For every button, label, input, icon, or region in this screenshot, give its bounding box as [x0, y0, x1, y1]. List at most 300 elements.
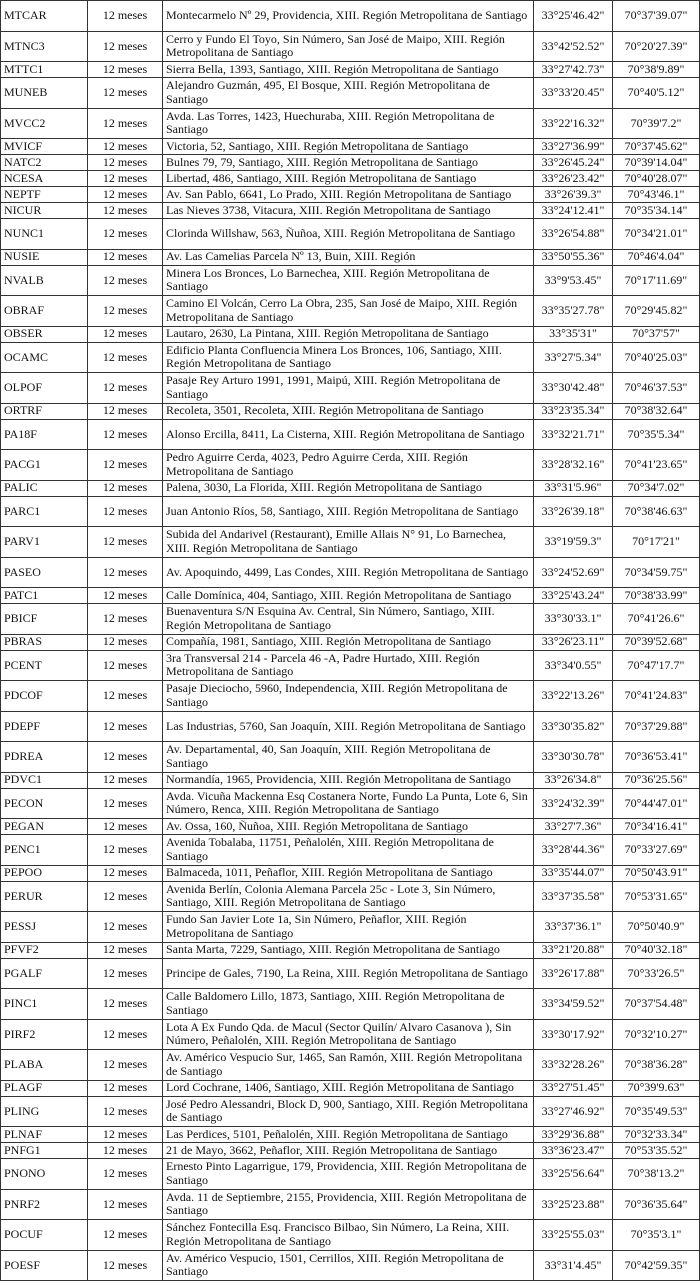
- address-cell: Subida del Andarivel (Restaurant), Emille Allais N° 91, Lo Barnechea, XIII. Región Metropolitana de Santiago: [163, 527, 534, 558]
- latitude-cell: 33°26'39.18": [534, 496, 613, 527]
- latitude-cell: 33°26'54.88": [534, 219, 613, 250]
- station-code-cell: PENC1: [1, 835, 88, 866]
- table-row: [1, 1250, 700, 1281]
- table-row: [1, 450, 700, 481]
- station-code-cell: PLNAF: [1, 1127, 88, 1143]
- period-cell: 12 meses: [88, 1189, 163, 1220]
- latitude-cell: 33°23'35.34": [534, 403, 613, 419]
- table-row: [1, 1019, 700, 1050]
- longitude-cell: 70°33'27.69": [613, 835, 700, 866]
- address-cell: Bulnes 79, 79, Santiago, XIII. Región Metropolitana de Santiago: [163, 155, 534, 171]
- table-row: [1, 373, 700, 404]
- address-cell: Las Industrias, 5760, San Joaquín, XIII. Región Metropolitana de Santiago: [163, 711, 534, 742]
- longitude-cell: 70°37'39.07": [613, 1, 700, 32]
- station-code-cell: PBICF: [1, 604, 88, 635]
- station-code-cell: PESSJ: [1, 912, 88, 943]
- address-cell: Av. Américo Vespucio, 1501, Cerrillos, XIII. Región Metropolitana de Santiago: [163, 1250, 534, 1281]
- latitude-cell: 33°26'17.88": [534, 958, 613, 989]
- longitude-cell: 70°41'23.65": [613, 450, 700, 481]
- address-cell: Alejandro Guzmán, 495, El Bosque, XIII. Región Metropolitana de Santiago: [163, 78, 534, 109]
- period-cell: 12 meses: [88, 78, 163, 109]
- table-row: [1, 187, 700, 203]
- table-row: [1, 139, 700, 155]
- latitude-cell: 33°35'44.07": [534, 865, 613, 881]
- period-cell: 12 meses: [88, 1250, 163, 1281]
- address-cell: Avda. 11 de Septiembre, 2155, Providencia, XIII. Región Metropolitana de Santiago: [163, 1189, 534, 1220]
- station-code-cell: MVCC2: [1, 108, 88, 139]
- table-row: [1, 419, 700, 450]
- period-cell: 12 meses: [88, 1220, 163, 1251]
- address-cell: Buenaventura S/N Esquina Av. Central, Sin Número, Santiago, XIII. Región Metropolitana de Santiago: [163, 604, 534, 635]
- period-cell: 12 meses: [88, 1080, 163, 1096]
- period-cell: 12 meses: [88, 958, 163, 989]
- longitude-cell: 70°39'52.68": [613, 634, 700, 650]
- latitude-cell: 33°19'59.3": [534, 527, 613, 558]
- period-cell: 12 meses: [88, 650, 163, 681]
- address-cell: Avenida Tobalaba, 11751, Peñalolén, XIII. Región Metropolitana de Santiago: [163, 835, 534, 866]
- period-cell: 12 meses: [88, 480, 163, 496]
- table-row: [1, 881, 700, 912]
- latitude-cell: 33°25'55.03": [534, 1220, 613, 1251]
- longitude-cell: 70°36'25.56": [613, 772, 700, 788]
- longitude-cell: 70°41'26.6": [613, 604, 700, 635]
- period-cell: 12 meses: [88, 989, 163, 1020]
- address-cell: Pasaje Rey Arturo 1991, 1991, Maipú, XIII. Región Metropolitana de Santiago: [163, 373, 534, 404]
- station-code-cell: PGALF: [1, 958, 88, 989]
- latitude-cell: 33°26'23.42": [534, 171, 613, 187]
- period-cell: 12 meses: [88, 1127, 163, 1143]
- latitude-cell: 33°24'52.69": [534, 557, 613, 588]
- table-row: [1, 742, 700, 773]
- longitude-cell: 70°40'5.12": [613, 78, 700, 109]
- period-cell: 12 meses: [88, 1050, 163, 1081]
- period-cell: 12 meses: [88, 108, 163, 139]
- address-cell: Camino El Volcán, Cerro La Obra, 235, San José de Maipo, XIII. Región Metropolitana de Santiago: [163, 296, 534, 327]
- address-cell: Juan Antonio Ríos, 58, Santiago, XIII. Región Metropolitana de Santiago: [163, 496, 534, 527]
- address-cell: Santa Marta, 7229, Santiago, XIII. Región Metropolitana de Santiago: [163, 942, 534, 958]
- longitude-cell: 70°40'25.03": [613, 342, 700, 373]
- table-row: [1, 1050, 700, 1081]
- station-code-cell: MTNC3: [1, 31, 88, 62]
- longitude-cell: 70°41'24.83": [613, 681, 700, 712]
- period-cell: 12 meses: [88, 403, 163, 419]
- table-row: [1, 249, 700, 265]
- period-cell: 12 meses: [88, 342, 163, 373]
- period-cell: 12 meses: [88, 203, 163, 219]
- table-row: [1, 650, 700, 681]
- station-code-cell: PEGAN: [1, 819, 88, 835]
- longitude-cell: 70°34'16.41": [613, 819, 700, 835]
- longitude-cell: 70°43'46.1": [613, 187, 700, 203]
- station-code-cell: PA18F: [1, 419, 88, 450]
- longitude-cell: 70°38'36.28": [613, 1050, 700, 1081]
- address-cell: Ernesto Pinto Lagarrigue, 179, Providencia, XIII. Región Metropolitana de Santiago: [163, 1159, 534, 1190]
- station-code-cell: PFVF2: [1, 942, 88, 958]
- address-cell: Fundo San Javier Lote 1a, Sin Número, Peñaflor, XIII. Región Metropolitana de Santiago: [163, 912, 534, 943]
- table-row: [1, 1, 700, 32]
- latitude-cell: 33°30'30.78": [534, 742, 613, 773]
- station-code-cell: PNRF2: [1, 1189, 88, 1220]
- table-row: [1, 1127, 700, 1143]
- table-row: [1, 1080, 700, 1096]
- table-row: [1, 1220, 700, 1251]
- longitude-cell: 70°50'40.9": [613, 912, 700, 943]
- station-code-cell: NCESA: [1, 171, 88, 187]
- longitude-cell: 70°37'57": [613, 326, 700, 342]
- address-cell: Palena, 3030, La Florida, XIII. Región Metropolitana de Santiago: [163, 480, 534, 496]
- station-code-cell: PIRF2: [1, 1019, 88, 1050]
- address-cell: 3ra Transversal 214 - Parcela 46 -A, Padre Hurtado, XIII. Región Metropolitana de Santiago: [163, 650, 534, 681]
- longitude-cell: 70°29'45.82": [613, 296, 700, 327]
- longitude-cell: 70°35'34.14": [613, 203, 700, 219]
- table-row: [1, 403, 700, 419]
- station-code-cell: MVICF: [1, 139, 88, 155]
- table-row: [1, 155, 700, 171]
- latitude-cell: 33°22'13.26": [534, 681, 613, 712]
- table-row: [1, 1189, 700, 1220]
- longitude-cell: 70°34'7.02": [613, 480, 700, 496]
- table-row: [1, 1096, 700, 1127]
- period-cell: 12 meses: [88, 865, 163, 881]
- period-cell: 12 meses: [88, 527, 163, 558]
- longitude-cell: 70°36'35.64": [613, 1189, 700, 1220]
- period-cell: 12 meses: [88, 496, 163, 527]
- address-cell: Libertad, 486, Santiago, XIII. Región Metropolitana de Santiago: [163, 171, 534, 187]
- table-row: [1, 527, 700, 558]
- latitude-cell: 33°30'42.48": [534, 373, 613, 404]
- table-row: [1, 634, 700, 650]
- latitude-cell: 33°25'43.24": [534, 588, 613, 604]
- period-cell: 12 meses: [88, 881, 163, 912]
- station-code-cell: PARV1: [1, 527, 88, 558]
- period-cell: 12 meses: [88, 634, 163, 650]
- station-code-cell: PNONO: [1, 1159, 88, 1190]
- station-code-cell: POCUF: [1, 1220, 88, 1251]
- address-cell: Las Perdices, 5101, Peñalolén, XIII. Región Metropolitana de Santiago: [163, 1127, 534, 1143]
- station-code-cell: OBSER: [1, 326, 88, 342]
- period-cell: 12 meses: [88, 788, 163, 819]
- address-cell: Pasaje Dieciocho, 5960, Independencia, XIII. Región Metropolitana de Santiago: [163, 681, 534, 712]
- address-cell: Cerro y Fundo El Toyo, Sin Número, San José de Maipo, XIII. Región Metropolitana de Santiago: [163, 31, 534, 62]
- address-cell: Av. Departamental, 40, San Joaquín, XIII. Región Metropolitana de Santiago: [163, 742, 534, 773]
- period-cell: 12 meses: [88, 711, 163, 742]
- longitude-cell: 70°38'13.2": [613, 1159, 700, 1190]
- latitude-cell: 33°24'32.39": [534, 788, 613, 819]
- longitude-cell: 70°40'32.18": [613, 942, 700, 958]
- period-cell: 12 meses: [88, 326, 163, 342]
- table-row: [1, 819, 700, 835]
- longitude-cell: 70°35'3.1": [613, 1220, 700, 1251]
- longitude-cell: 70°47'17.7": [613, 650, 700, 681]
- latitude-cell: 33°26'34.8": [534, 772, 613, 788]
- longitude-cell: 70°36'53.41": [613, 742, 700, 773]
- table-row: [1, 1159, 700, 1190]
- latitude-cell: 33°32'28.26": [534, 1050, 613, 1081]
- longitude-cell: 70°17'21": [613, 527, 700, 558]
- latitude-cell: 33°28'32.16": [534, 450, 613, 481]
- period-cell: 12 meses: [88, 557, 163, 588]
- period-cell: 12 meses: [88, 681, 163, 712]
- table-row: [1, 912, 700, 943]
- station-code-cell: NUSIE: [1, 249, 88, 265]
- latitude-cell: 33°28'44.36": [534, 835, 613, 866]
- station-code-cell: PLABA: [1, 1050, 88, 1081]
- table-row: [1, 604, 700, 635]
- station-code-cell: PACG1: [1, 450, 88, 481]
- station-code-cell: NATC2: [1, 155, 88, 171]
- address-cell: José Pedro Alessandri, Block D, 900, Santiago, XIII. Región Metropolitana de Santiago: [163, 1096, 534, 1127]
- table-row: [1, 681, 700, 712]
- table-row: [1, 942, 700, 958]
- stations-table-body: [1, 1, 700, 1281]
- address-cell: Avda. Vicuña Mackenna Esq Costanera Norte, Fundo La Punta, Lote 6, Sin Número, Renca, XIII. Región Metropolitana de Santiago: [163, 788, 534, 819]
- longitude-cell: 70°20'27.39": [613, 31, 700, 62]
- station-code-cell: PCENT: [1, 650, 88, 681]
- station-code-cell: PERUR: [1, 881, 88, 912]
- address-cell: Av. Ossa, 160, Ñuñoa, XIII. Región Metropolitana de Santiago: [163, 819, 534, 835]
- longitude-cell: 70°39'14.04": [613, 155, 700, 171]
- station-code-cell: PDREA: [1, 742, 88, 773]
- station-code-cell: PLAGF: [1, 1080, 88, 1096]
- latitude-cell: 33°31'4.45": [534, 1250, 613, 1281]
- latitude-cell: 33°34'59.52": [534, 989, 613, 1020]
- period-cell: 12 meses: [88, 450, 163, 481]
- period-cell: 12 meses: [88, 1143, 163, 1159]
- address-cell: Montecarmelo Nº 29, Providencia, XIII. Región Metropolitana de Santiago: [163, 1, 534, 32]
- latitude-cell: 33°24'12.41": [534, 203, 613, 219]
- station-code-cell: OLPOF: [1, 373, 88, 404]
- longitude-cell: 70°32'10.27": [613, 1019, 700, 1050]
- address-cell: Principe de Gales, 7190, La Reina, XIII. Región Metropolitana de Santiago: [163, 958, 534, 989]
- latitude-cell: 33°27'36.99": [534, 139, 613, 155]
- latitude-cell: 33°36'23.47": [534, 1143, 613, 1159]
- table-row: [1, 171, 700, 187]
- period-cell: 12 meses: [88, 373, 163, 404]
- station-code-cell: OCAMC: [1, 342, 88, 373]
- longitude-cell: 70°46'4.04": [613, 249, 700, 265]
- longitude-cell: 70°38'46.63": [613, 496, 700, 527]
- address-cell: Av. San Pablo, 6641, Lo Prado, XIII. Región Metropolitana de Santiago: [163, 187, 534, 203]
- latitude-cell: 33°32'21.71": [534, 419, 613, 450]
- longitude-cell: 70°37'45.62": [613, 139, 700, 155]
- station-code-cell: NVALB: [1, 265, 88, 296]
- latitude-cell: 33°26'23.11": [534, 634, 613, 650]
- period-cell: 12 meses: [88, 604, 163, 635]
- latitude-cell: 33°27'5.34": [534, 342, 613, 373]
- period-cell: 12 meses: [88, 835, 163, 866]
- table-row: [1, 557, 700, 588]
- period-cell: 12 meses: [88, 296, 163, 327]
- address-cell: Lautaro, 2630, La Pintana, XIII. Región Metropolitana de Santiago: [163, 326, 534, 342]
- longitude-cell: 70°34'21.01": [613, 219, 700, 250]
- station-code-cell: PLING: [1, 1096, 88, 1127]
- latitude-cell: 33°34'0.55": [534, 650, 613, 681]
- table-row: [1, 588, 700, 604]
- address-cell: Av. Américo Vespucio Sur, 1465, San Ramón, XIII. Región Metropolitana de Santiago: [163, 1050, 534, 1081]
- address-cell: Calle Baldomero Lillo, 1873, Santiago, XIII. Región Metropolitana de Santiago: [163, 989, 534, 1020]
- longitude-cell: 70°50'43.91": [613, 865, 700, 881]
- station-code-cell: MUNEB: [1, 78, 88, 109]
- table-row: [1, 958, 700, 989]
- station-code-cell: ORTRF: [1, 403, 88, 419]
- latitude-cell: 33°37'36.1": [534, 912, 613, 943]
- table-row: [1, 788, 700, 819]
- period-cell: 12 meses: [88, 1019, 163, 1050]
- address-cell: Sierra Bella, 1393, Santiago, XIII. Región Metropolitana de Santiago: [163, 62, 534, 78]
- table-row: [1, 78, 700, 109]
- table-row: [1, 326, 700, 342]
- station-code-cell: PALIC: [1, 480, 88, 496]
- period-cell: 12 meses: [88, 62, 163, 78]
- longitude-cell: 70°42'59.35": [613, 1250, 700, 1281]
- address-cell: Calle Domínica, 404, Santiago, XIII. Región Metropolitana de Santiago: [163, 588, 534, 604]
- period-cell: 12 meses: [88, 31, 163, 62]
- longitude-cell: 70°33'26.5": [613, 958, 700, 989]
- address-cell: Av. Apoquindo, 4499, Las Condes, XIII. Región Metropolitana de Santiago: [163, 557, 534, 588]
- address-cell: Avenida Berlín, Colonia Alemana Parcela 25c - Lote 3, Sin Número, Santiago, XIII. Región Metropolitana de Santiago: [163, 881, 534, 912]
- address-cell: Compañía, 1981, Santiago, XIII. Región Metropolitana de Santiago: [163, 634, 534, 650]
- latitude-cell: 33°27'7.36": [534, 819, 613, 835]
- station-code-cell: PDEPF: [1, 711, 88, 742]
- station-code-cell: NUNC1: [1, 219, 88, 250]
- latitude-cell: 33°50'55.36": [534, 249, 613, 265]
- table-row: [1, 265, 700, 296]
- latitude-cell: 33°26'39.3": [534, 187, 613, 203]
- period-cell: 12 meses: [88, 155, 163, 171]
- longitude-cell: 70°38'33.99": [613, 588, 700, 604]
- latitude-cell: 33°22'16.32": [534, 108, 613, 139]
- table-row: [1, 31, 700, 62]
- latitude-cell: 33°30'35.82": [534, 711, 613, 742]
- longitude-cell: 70°39'7.2": [613, 108, 700, 139]
- table-row: [1, 496, 700, 527]
- period-cell: 12 meses: [88, 249, 163, 265]
- latitude-cell: 33°25'23.88": [534, 1189, 613, 1220]
- station-code-cell: PECON: [1, 788, 88, 819]
- longitude-cell: 70°39'9.63": [613, 1080, 700, 1096]
- address-cell: Balmaceda, 1011, Peñaflor, XIII. Región Metropolitana de Santiago: [163, 865, 534, 881]
- latitude-cell: 33°27'51.45": [534, 1080, 613, 1096]
- latitude-cell: 33°30'17.92": [534, 1019, 613, 1050]
- station-code-cell: PASEO: [1, 557, 88, 588]
- address-cell: Avda. Las Torres, 1423, Huechuraba, XIII. Región Metropolitana de Santiago: [163, 108, 534, 139]
- longitude-cell: 70°40'28.07": [613, 171, 700, 187]
- station-code-cell: MTTC1: [1, 62, 88, 78]
- period-cell: 12 meses: [88, 171, 163, 187]
- longitude-cell: 70°32'33.34": [613, 1127, 700, 1143]
- table-row: [1, 1143, 700, 1159]
- longitude-cell: 70°34'59.75": [613, 557, 700, 588]
- period-cell: 12 meses: [88, 1, 163, 32]
- station-code-cell: MTCAR: [1, 1, 88, 32]
- address-cell: Normandía, 1965, Providencia, XIII. Región Metropolitana de Santiago: [163, 772, 534, 788]
- period-cell: 12 meses: [88, 1159, 163, 1190]
- period-cell: 12 meses: [88, 942, 163, 958]
- period-cell: 12 meses: [88, 265, 163, 296]
- period-cell: 12 meses: [88, 187, 163, 203]
- latitude-cell: 33°35'27.78": [534, 296, 613, 327]
- address-cell: Minera Los Bronces, Lo Barnechea, XIII. Región Metropolitana de Santiago: [163, 265, 534, 296]
- table-row: [1, 62, 700, 78]
- latitude-cell: 33°27'46.92": [534, 1096, 613, 1127]
- station-code-cell: PARC1: [1, 496, 88, 527]
- table-row: [1, 108, 700, 139]
- longitude-cell: 70°35'49.53": [613, 1096, 700, 1127]
- period-cell: 12 meses: [88, 912, 163, 943]
- latitude-cell: 33°26'45.24": [534, 155, 613, 171]
- address-cell: Las Nieves 3738, Vitacura, XIII. Región Metropolitana de Santiago: [163, 203, 534, 219]
- latitude-cell: 33°27'42.73": [534, 62, 613, 78]
- address-cell: Av. Las Camelias Parcela Nº 13, Buin, XIII. Región: [163, 249, 534, 265]
- address-cell: Lota A Ex Fundo Qda. de Macul (Sector Quilín/ Alvaro Casanova ), Sin Número, Peñalolén, XIII. Región Metropolitana de Santiago: [163, 1019, 534, 1050]
- longitude-cell: 70°53'31.65": [613, 881, 700, 912]
- latitude-cell: 33°35'31": [534, 326, 613, 342]
- station-code-cell: PINC1: [1, 989, 88, 1020]
- address-cell: Pedro Aguirre Cerda, 4023, Pedro Aguirre Cerda, XIII. Región Metropolitana de Santiago: [163, 450, 534, 481]
- latitude-cell: 33°21'20.88": [534, 942, 613, 958]
- latitude-cell: 33°30'33.1": [534, 604, 613, 635]
- longitude-cell: 70°38'32.64": [613, 403, 700, 419]
- station-code-cell: OBRAF: [1, 296, 88, 327]
- address-cell: Victoria, 52, Santiago, XIII. Región Metropolitana de Santiago: [163, 139, 534, 155]
- longitude-cell: 70°37'29.88": [613, 711, 700, 742]
- period-cell: 12 meses: [88, 772, 163, 788]
- period-cell: 12 meses: [88, 419, 163, 450]
- table-row: [1, 865, 700, 881]
- period-cell: 12 meses: [88, 588, 163, 604]
- latitude-cell: 33°9'53.45": [534, 265, 613, 296]
- station-code-cell: NICUR: [1, 203, 88, 219]
- station-code-cell: PNFG1: [1, 1143, 88, 1159]
- address-cell: 21 de Mayo, 3662, Peñaflor, XIII. Región Metropolitana de Santiago: [163, 1143, 534, 1159]
- table-row: [1, 342, 700, 373]
- address-cell: Recoleta, 3501, Recoleta, XIII. Región Metropolitana de Santiago: [163, 403, 534, 419]
- address-cell: Clorinda Willshaw, 563, Ñuñoa, XIII. Región Metropolitana de Santiago: [163, 219, 534, 250]
- longitude-cell: 70°38'9.89": [613, 62, 700, 78]
- latitude-cell: 33°29'36.88": [534, 1127, 613, 1143]
- station-code-cell: PDVC1: [1, 772, 88, 788]
- address-cell: Lord Cochrane, 1406, Santiago, XIII. Región Metropolitana de Santiago: [163, 1080, 534, 1096]
- longitude-cell: 70°17'11.69": [613, 265, 700, 296]
- latitude-cell: 33°31'5.96": [534, 480, 613, 496]
- table-row: [1, 835, 700, 866]
- table-row: [1, 711, 700, 742]
- table-row: [1, 989, 700, 1020]
- address-cell: Edificio Planta Confluencia Minera Los Bronces, 106, Santiago, XIII. Región Metropolitana de Santiago: [163, 342, 534, 373]
- station-code-cell: PATC1: [1, 588, 88, 604]
- longitude-cell: 70°35'5.34": [613, 419, 700, 450]
- table-row: [1, 480, 700, 496]
- address-cell: Sánchez Fontecilla Esq. Francisco Bilbao, Sin Número, La Reina, XIII. Región Metropolitana de Santiago: [163, 1220, 534, 1251]
- station-code-cell: POESF: [1, 1250, 88, 1281]
- station-code-cell: PBRAS: [1, 634, 88, 650]
- longitude-cell: 70°44'47.01": [613, 788, 700, 819]
- latitude-cell: 33°33'20.45": [534, 78, 613, 109]
- longitude-cell: 70°37'54.48": [613, 989, 700, 1020]
- address-cell: Alonso Ercilla, 8411, La Cisterna, XIII. Región Metropolitana de Santiago: [163, 419, 534, 450]
- table-row: [1, 296, 700, 327]
- latitude-cell: 33°37'35.58": [534, 881, 613, 912]
- period-cell: 12 meses: [88, 219, 163, 250]
- table-row: [1, 203, 700, 219]
- longitude-cell: 70°46'37.53": [613, 373, 700, 404]
- period-cell: 12 meses: [88, 1096, 163, 1127]
- latitude-cell: 33°25'46.42": [534, 1, 613, 32]
- period-cell: 12 meses: [88, 819, 163, 835]
- latitude-cell: 33°25'56.64": [534, 1159, 613, 1190]
- table-row: [1, 772, 700, 788]
- longitude-cell: 70°53'35.52": [613, 1143, 700, 1159]
